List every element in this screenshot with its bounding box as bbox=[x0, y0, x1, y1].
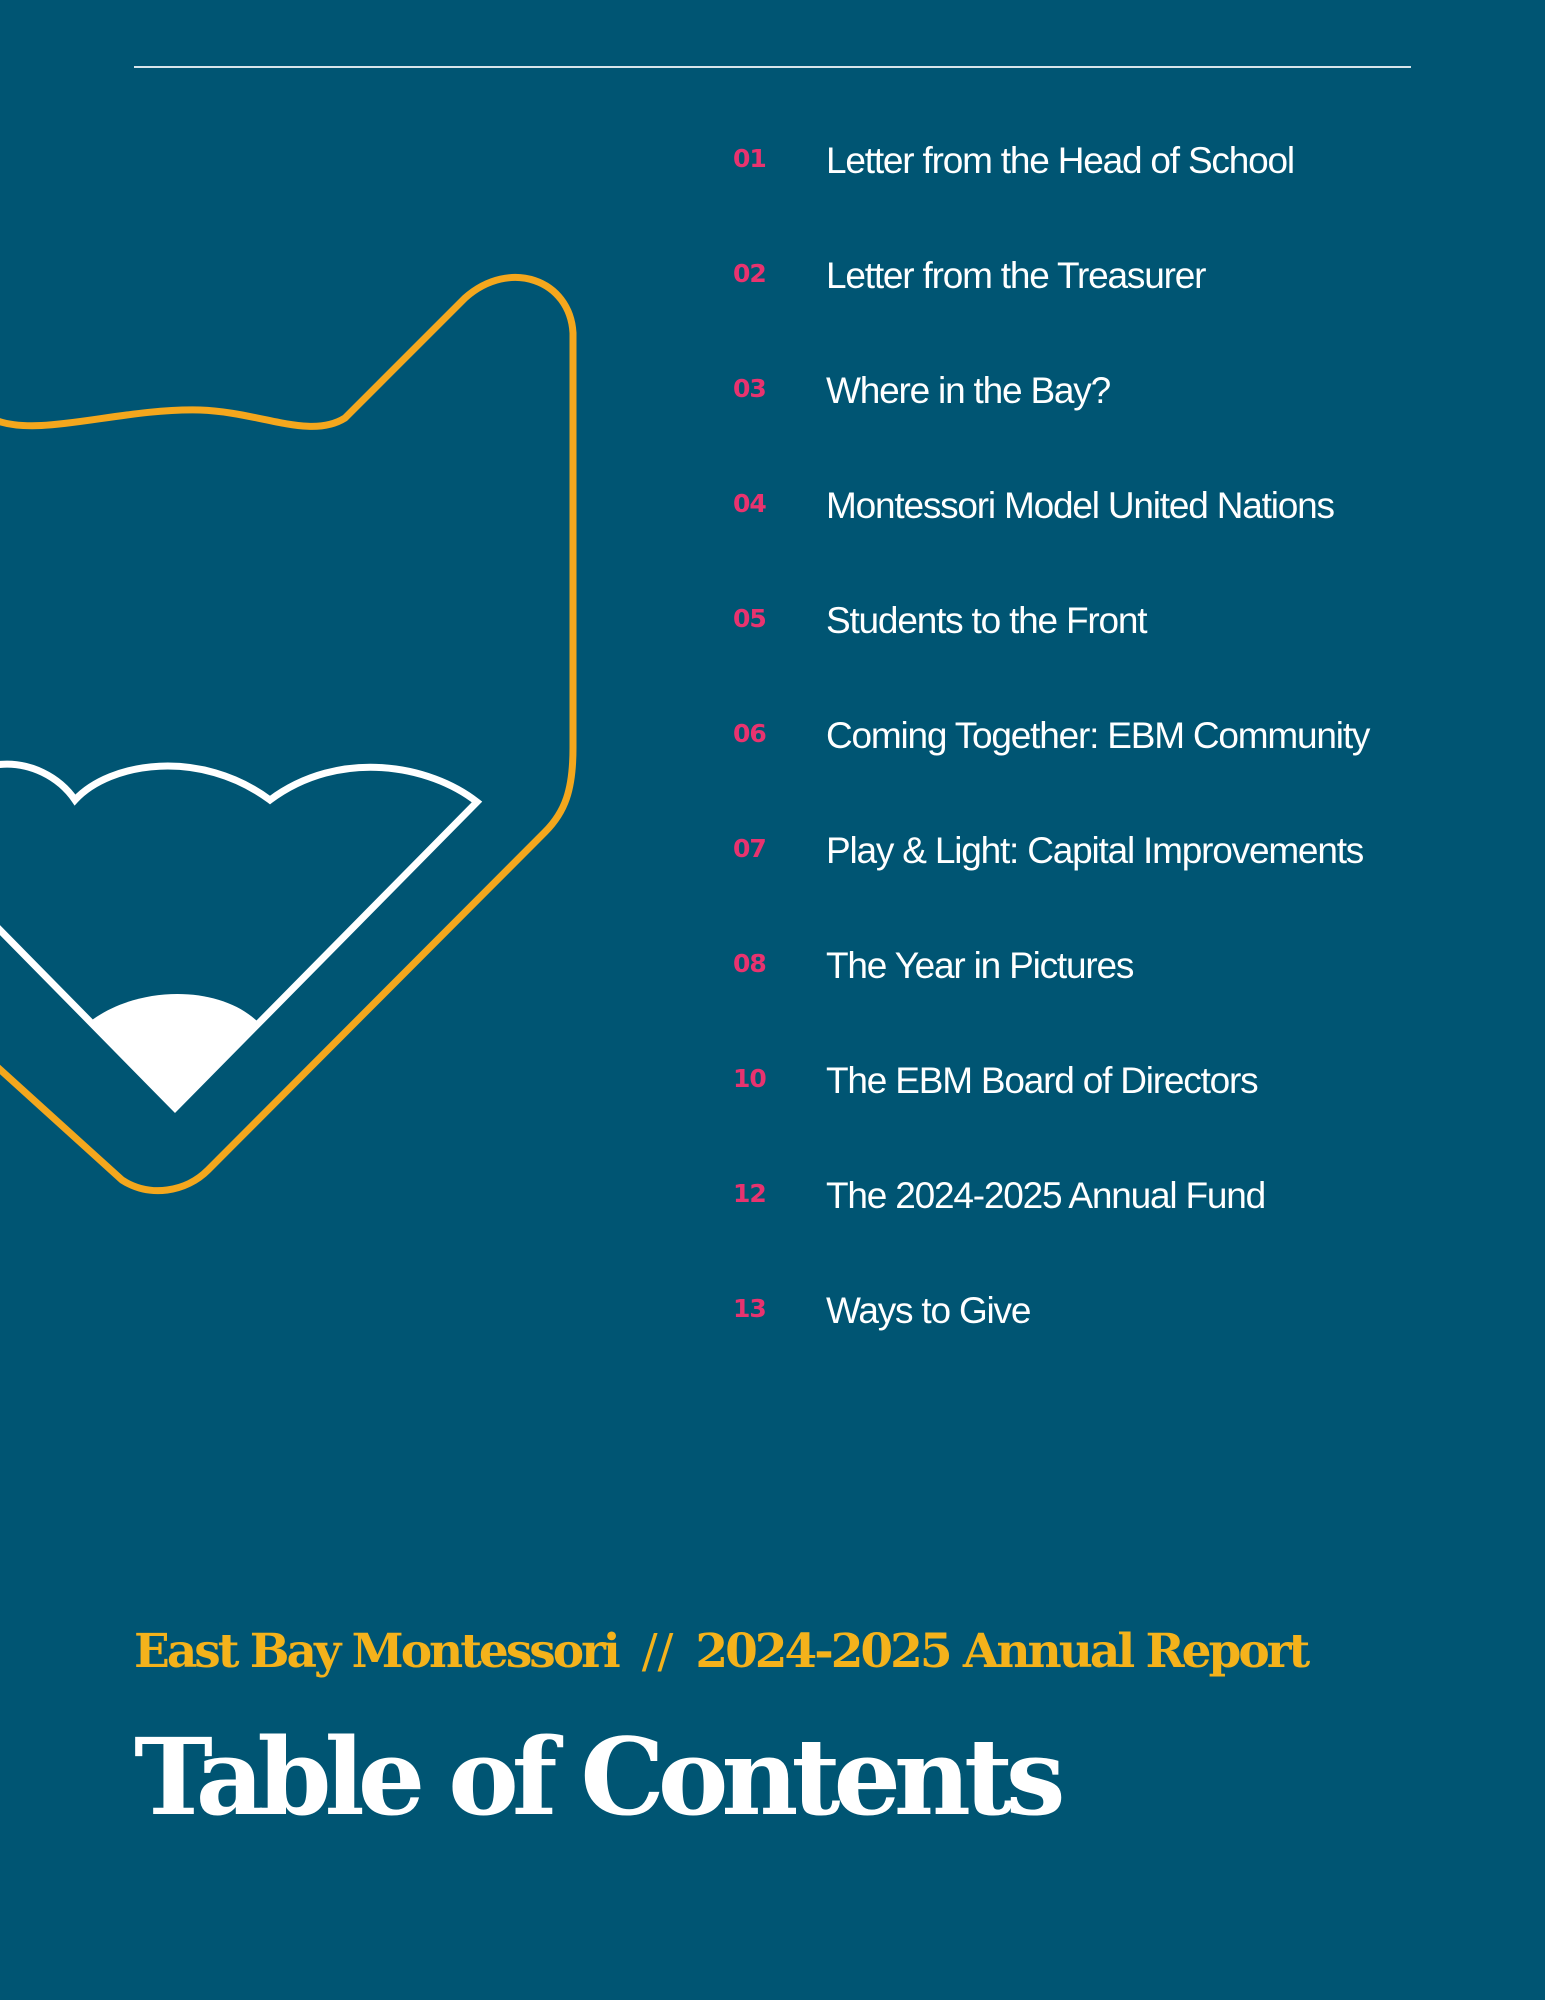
toc-page-number: 02 bbox=[733, 259, 766, 288]
toc-section-title: The 2024-2025 Annual Fund bbox=[826, 1175, 1266, 1216]
toc-page-number: 05 bbox=[733, 604, 766, 633]
toc-entry[interactable] bbox=[733, 1175, 1523, 1290]
fox-muzzle-white bbox=[0, 764, 477, 1108]
school-name: East Bay Montessori bbox=[134, 1624, 618, 1679]
fox-head-outline-icon bbox=[0, 250, 600, 1210]
toc-page-number: 06 bbox=[733, 719, 766, 748]
toc-entry[interactable] bbox=[733, 945, 1523, 1060]
toc-section-title: Coming Together: EBM Community bbox=[826, 715, 1370, 756]
toc-entry[interactable] bbox=[733, 1060, 1523, 1175]
toc-entry[interactable] bbox=[733, 370, 1523, 485]
toc-section-title: Letter from the Head of School bbox=[826, 140, 1294, 181]
toc-page-number: 01 bbox=[733, 144, 766, 173]
toc-section-title: The Year in Pictures bbox=[826, 945, 1134, 986]
toc-page-number: 10 bbox=[733, 1064, 766, 1093]
toc-page-number: 03 bbox=[733, 374, 766, 403]
toc-section-title: The EBM Board of Directors bbox=[826, 1060, 1258, 1101]
toc-entry[interactable] bbox=[733, 715, 1523, 830]
table-of-contents-list bbox=[733, 140, 1523, 1405]
toc-page-number: 07 bbox=[733, 834, 766, 863]
toc-entry[interactable] bbox=[733, 830, 1523, 945]
fox-outline-orange bbox=[0, 277, 573, 1190]
toc-section-title: Play & Light: Capital Improvements bbox=[826, 830, 1364, 871]
toc-entry[interactable] bbox=[733, 1290, 1523, 1405]
toc-page-number: 04 bbox=[733, 489, 766, 518]
toc-section-title: Letter from the Treasurer bbox=[826, 255, 1206, 296]
toc-entry[interactable] bbox=[733, 140, 1523, 255]
toc-entry[interactable] bbox=[733, 600, 1523, 715]
top-divider bbox=[134, 66, 1411, 68]
page-title: Table of Contents bbox=[134, 1714, 1059, 1839]
report-name: 2024-2025 Annual Report bbox=[695, 1624, 1308, 1679]
toc-page-number: 13 bbox=[733, 1294, 766, 1323]
toc-section-title: Montessori Model United Nations bbox=[826, 485, 1334, 526]
report-subtitle bbox=[134, 1624, 1307, 1679]
toc-page-number: 08 bbox=[733, 949, 766, 978]
toc-page-number: 12 bbox=[733, 1179, 766, 1208]
toc-section-title: Ways to Give bbox=[826, 1290, 1031, 1331]
subtitle-separator: // bbox=[641, 1624, 674, 1679]
toc-section-title: Where in the Bay? bbox=[826, 370, 1110, 411]
toc-entry[interactable] bbox=[733, 485, 1523, 600]
toc-section-title: Students to the Front bbox=[826, 600, 1147, 641]
toc-entry[interactable] bbox=[733, 255, 1523, 370]
